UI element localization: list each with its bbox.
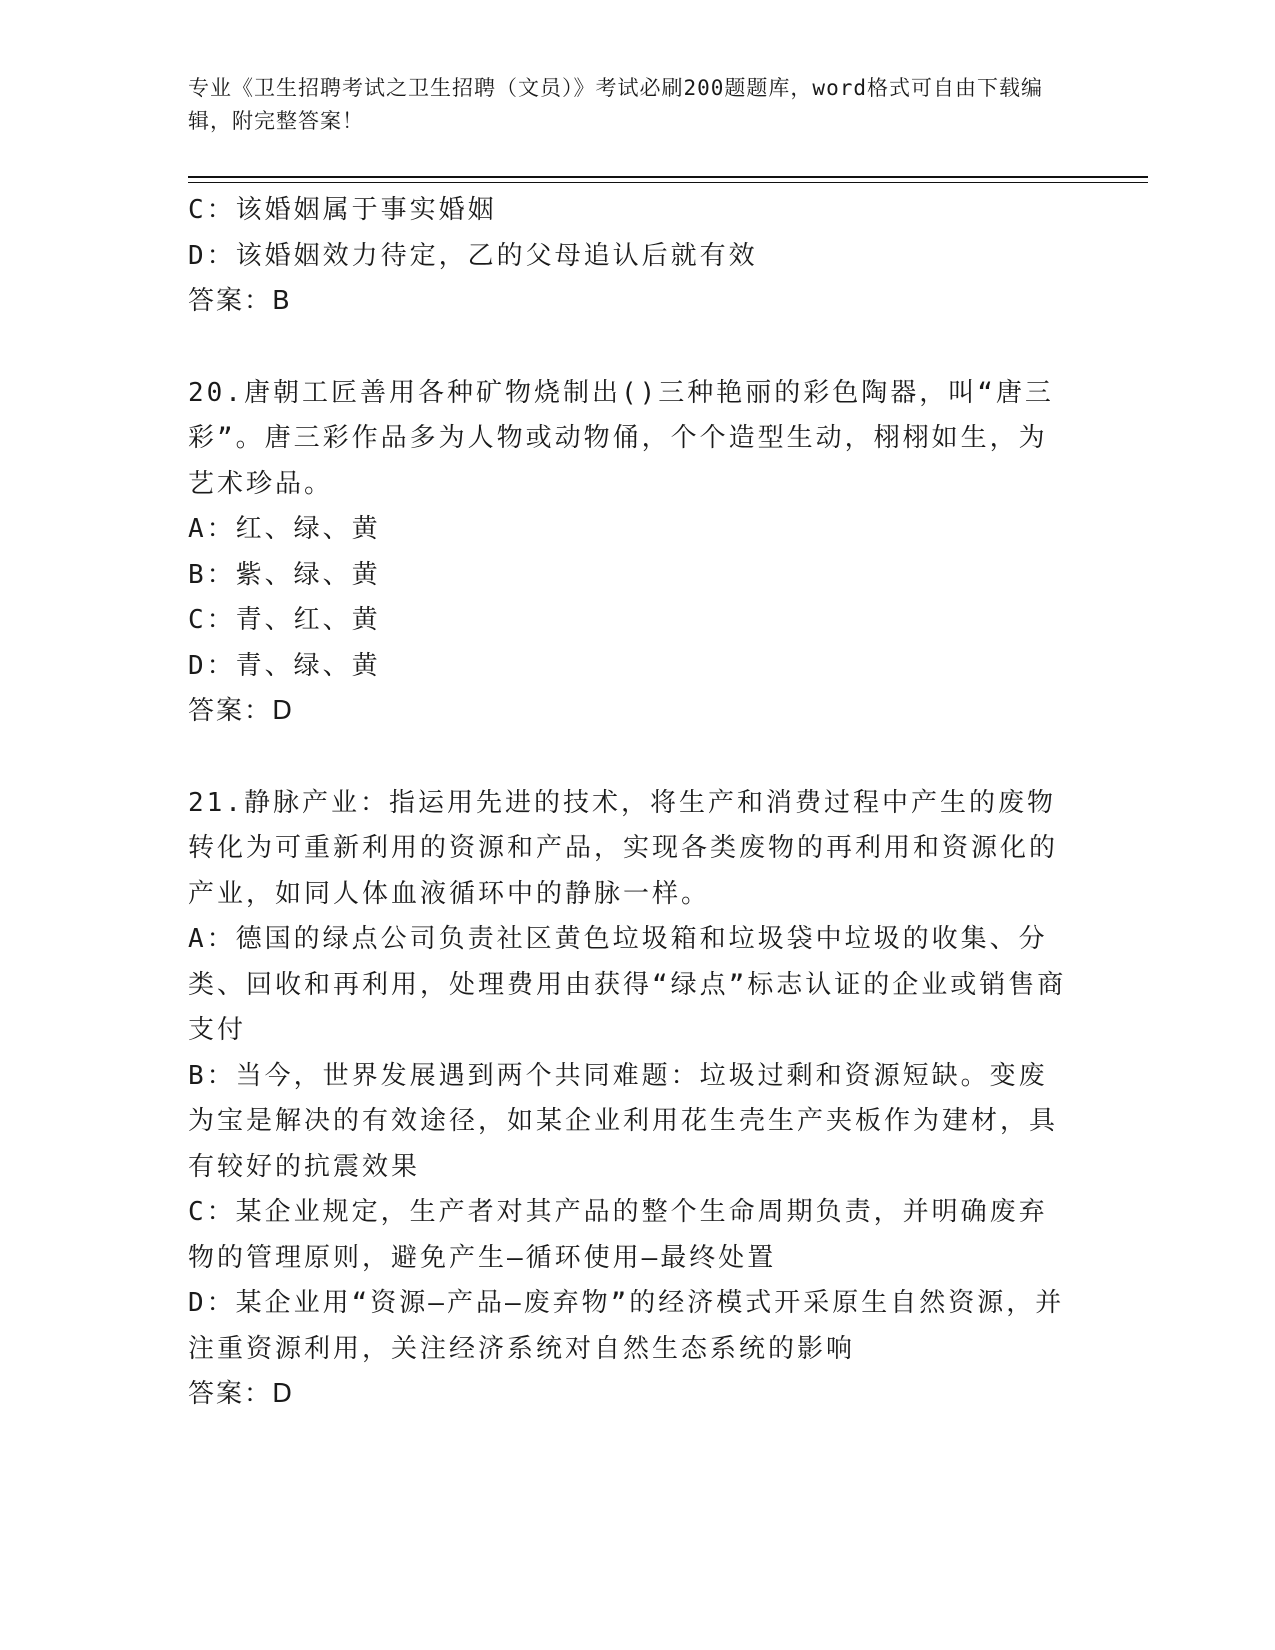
question-21 bbox=[188, 781, 1068, 1418]
answer-line: 答案：B bbox=[188, 286, 292, 316]
document-header: 专业《卫生招聘考试之卫生招聘（文员）》考试必刷200题题库，word格式可自由下载编辑，附完整答案！ bbox=[188, 76, 1043, 133]
question-stem: 20.唐朝工匠善用各种矿物烧制出()三种艳丽的彩色陶器，叫“唐三彩”。唐三彩作品多为人物或动物俑，个个造型生动，栩栩如生，为艺术珍品。 bbox=[188, 377, 1054, 499]
question-20 bbox=[188, 371, 1068, 735]
spacer bbox=[188, 325, 1068, 371]
header-divider-thick bbox=[188, 176, 1148, 178]
option-c: C：青、红、黄 bbox=[188, 605, 381, 635]
option-d: D：某企业用“资源—产品—废弃物”的经济模式开采原生自然资源，并注重资源利用，关注经济系统对自然生态系统的影响 bbox=[188, 1288, 1065, 1364]
question-19-tail bbox=[188, 188, 1068, 325]
option-d: D：该婚姻效力待定，乙的父母追认后就有效 bbox=[188, 240, 758, 271]
option-c: C：某企业规定，生产者对其产品的整个生命周期负责，并明确废弃物的管理原则，避免产生—循环使用—最终处置 bbox=[188, 1197, 1048, 1273]
option-c: C：该婚姻属于事实婚姻 bbox=[188, 195, 497, 225]
question-content bbox=[188, 188, 1068, 1418]
header-divider-thin bbox=[188, 182, 1148, 183]
option-b: B：当今，世界发展遇到两个共同难题：垃圾过剩和资源短缺。变废为宝是解决的有效途径，如某企业利用花生壳生产夹板作为建材，具有较好的抗震效果 bbox=[188, 1060, 1059, 1182]
answer-line: 答案：D bbox=[188, 1379, 295, 1409]
question-stem: 21.静脉产业：指运用先进的技术，将生产和消费过程中产生的废物转化为可重新利用的资源和产品，实现各类废物的再利用和资源化的产业，如同人体血液循环中的静脉一样。 bbox=[188, 787, 1059, 909]
spacer bbox=[188, 735, 1068, 781]
option-a: A：德国的绿点公司负责社区黄色垃圾箱和垃圾袋中垃圾的收集、分类、回收和再利用，处理费用由获得“绿点”标志认证的企业或销售商支付 bbox=[188, 924, 1067, 1045]
option-d: D：青、绿、黄 bbox=[188, 650, 381, 681]
option-b: B：紫、绿、黄 bbox=[188, 559, 381, 590]
option-a: A：红、绿、黄 bbox=[188, 514, 381, 544]
answer-line: 答案：D bbox=[188, 696, 295, 726]
